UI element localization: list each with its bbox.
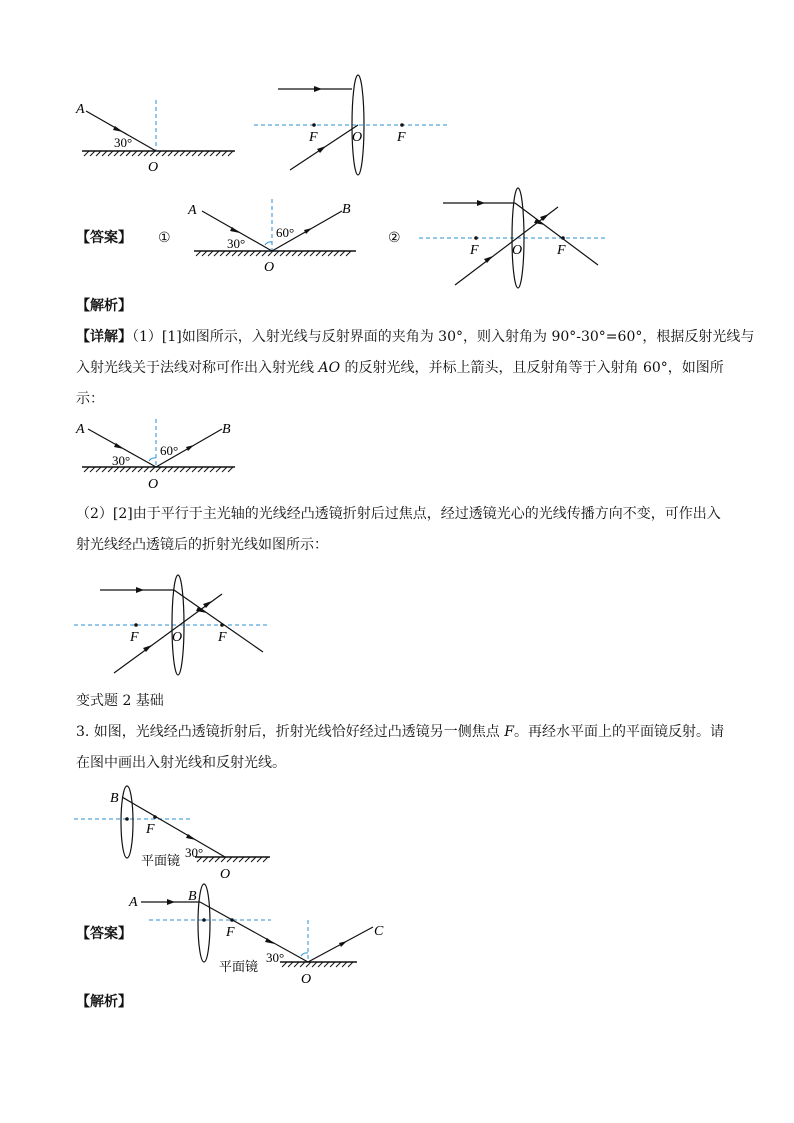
angle-arc [301,953,308,956]
mirror-surface [82,151,235,156]
focus-point [230,918,234,922]
figure-top-mirror [70,95,250,175]
detail-text-1: （1）[1]如图所示，入射光线与反射界面的夹角为 30°，则入射角为 90°-30°=60°，根据反射光线与 [132,329,755,345]
label-o: O [148,477,159,492]
lens-center-point [202,918,206,922]
label-o: O [301,972,312,987]
mirror-surface [194,251,356,256]
answer-tag-2: 【答案】 [76,926,132,942]
lens-center-point [125,817,129,821]
focus-point-left [134,623,138,627]
label-b: B [188,889,197,904]
label-a: A [76,102,85,117]
label-f-right: F [218,630,227,645]
label-o: O [220,867,231,882]
angle-label-30: 30° [227,236,246,251]
question-text-1b: 。再经水平面上的平面镜反射。请 [513,724,724,740]
ray-arrow [314,86,322,92]
label-o: O [148,160,159,175]
ray-arrow [167,899,175,905]
label-o: O [264,260,275,275]
ray-arrow [304,228,312,234]
label-f-right: F [557,243,566,258]
figure-analysis-mirror [70,415,250,495]
label-a: A [76,422,85,437]
refracted-ray [122,797,225,857]
label-f-right: F [397,130,406,145]
label-f: F [146,822,155,837]
detail-line-2 [76,358,724,378]
label-o: O [172,630,183,645]
mirror-surface [82,467,235,472]
ray-arrow [186,445,194,451]
angle-label-60: 60° [160,443,179,458]
detail-line-5: 射光线经凸透镜后的折射光线如图所示： [76,537,328,553]
plane-mirror [195,857,270,862]
label-c: C [374,924,384,939]
question-text-1a: 3. 如图，光线经凸透镜折射后，折射光线恰好经过凸透镜另一侧焦点 [76,724,505,740]
focus-point [153,815,157,819]
focus-point-right [400,123,404,127]
answer-tag: 【答案】 [76,230,132,246]
ray-name-ao: AO [318,360,341,376]
detail-line-1 [76,327,754,347]
angle-arc [265,242,272,245]
focus-name-f: F [504,724,514,740]
detail-text-2a: 入射光线关于法线对称可作出入射光线 [76,360,319,376]
ray-arrow [339,941,347,947]
label-o: O [512,243,523,258]
detail-text-2b: 的反射光线，并标上箭头，且反射角等于入射角 60°，如图所 [340,360,724,376]
label-b: B [342,202,351,217]
analysis-tag-2: 【解析】 [76,994,132,1010]
angle-label-30: 30° [266,950,285,965]
detail-tag: 【详解】 [76,329,132,345]
label-b: B [222,422,231,437]
question-line-1 [76,722,724,742]
answer-marker-2: ② [388,230,401,246]
focus-point-left [312,123,316,127]
label-a: A [188,203,197,218]
ray-arrow [477,200,485,206]
figure-top-lens [250,70,460,180]
focus-point-left [474,236,478,240]
mirror-label: 平面镜 [219,959,259,974]
convex-lens [198,884,210,962]
label-f-left: F [470,243,479,258]
focus-point-right [561,236,565,240]
refracted-ray [200,902,308,962]
question-line-2: 在图中画出入射光线和反射光线。 [76,755,286,771]
figure-answer-lens [415,185,615,295]
figure-answer-mirror [180,195,360,280]
plane-mirror [280,962,357,967]
mirror-label: 平面镜 [141,853,181,868]
angle-label-30: 30° [114,135,133,150]
label-a: A [129,895,138,910]
label-f: F [226,925,235,940]
ray-arrow [136,587,144,593]
angle-arc [149,458,156,461]
answer-marker-1: ① [158,230,171,246]
detail-line-4: （2）[2]由于平行于主光轴的光线经凸透镜折射后过焦点，经过透镜光心的光线传播方向不变，可作出入 [76,506,721,522]
analysis-tag: 【解析】 [76,298,132,314]
angle-label-30: 30° [112,453,131,468]
label-o: O [352,130,363,145]
figure-answer-question [125,880,395,990]
angle-label-60: 60° [276,225,295,240]
label-f-left: F [130,630,139,645]
label-b: B [110,791,119,806]
angle-label-30: 30° [185,845,204,860]
detail-line-3: 示： [76,391,104,407]
label-f-left: F [309,130,318,145]
figure-question [70,785,290,885]
figure-analysis-lens [70,570,280,680]
variant-title: 变式题 2 基础 [76,693,164,709]
focus-point-right [220,623,224,627]
